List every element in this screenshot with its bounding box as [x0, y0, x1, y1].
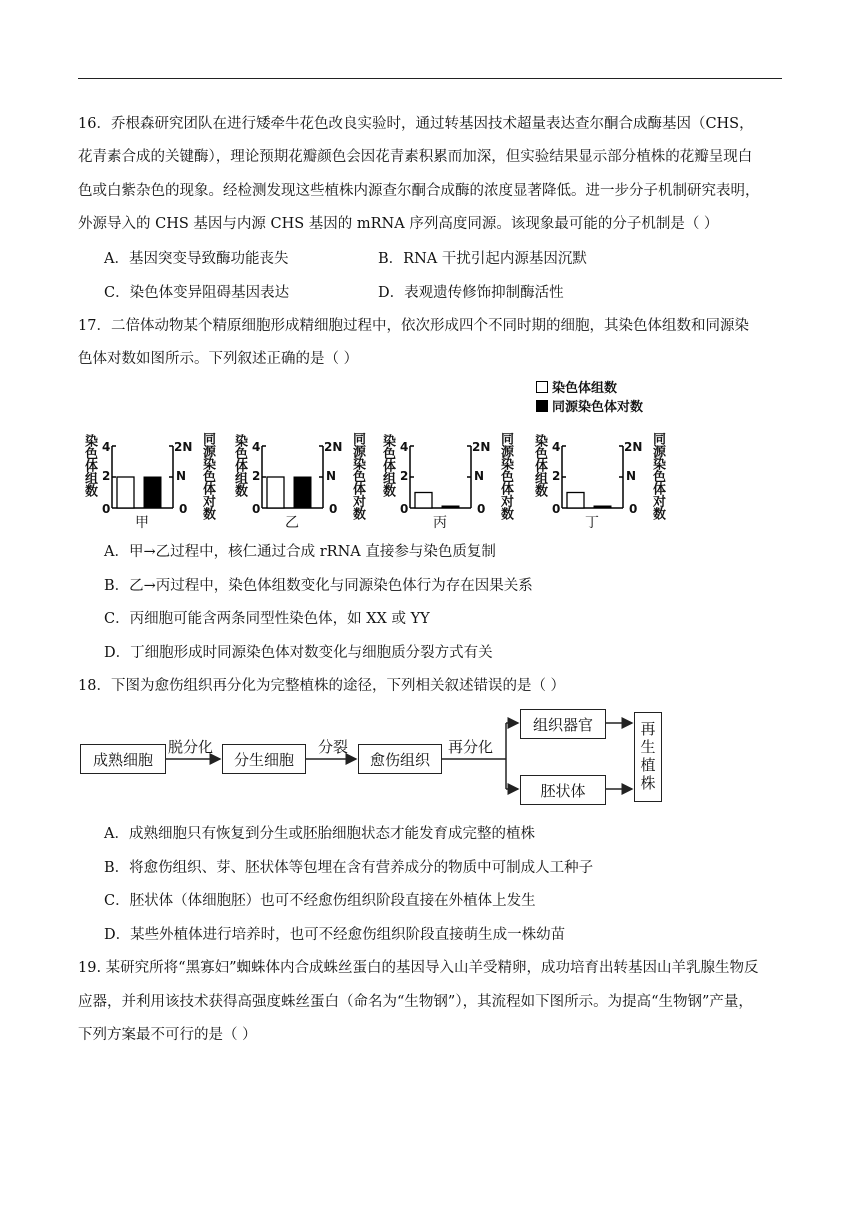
q17-line-1: 17．二倍体动物某个精原细胞形成精细胞过程中，依次形成四个不同时期的细胞，其染色体组数和同源染	[78, 318, 749, 334]
left-tick-label: 0	[552, 502, 561, 516]
category-label: 丁	[585, 515, 599, 531]
right-tick-label: 0	[477, 502, 486, 516]
left-tick-label: 4	[400, 440, 409, 454]
right-tick-label: 0	[179, 502, 188, 516]
left-axis-label: 染色体组数	[82, 434, 97, 497]
left-axis-label: 染色体组数	[380, 434, 395, 497]
q16-line-3: 色或白紫杂色的现象。经检测发现这些植株内源查尔酮合成酶的浓度显著降低。进一步分子机制研究表明，	[78, 183, 760, 199]
left-tick-label: 0	[400, 502, 409, 516]
right-tick-label: N	[626, 469, 637, 483]
q18-option-b[interactable]: B．将愈伤组织、芽、胚状体等包埋在含有营养成分的物质中可制成人工种子	[104, 860, 594, 876]
right-tick-label: 0	[629, 502, 638, 516]
q17-option-d[interactable]: D．丁细胞形成时同源染色体对数变化与细胞质分裂方式有关	[104, 645, 493, 661]
flow-label-division: 分裂	[318, 738, 349, 756]
q16-option-b[interactable]: B．RNA 干扰引起内源基因沉默	[378, 251, 587, 267]
right-tick-label: 2N	[324, 440, 343, 454]
right-axis-label: 同源染色体对数	[498, 432, 513, 520]
right-tick-label: N	[326, 469, 337, 483]
left-tick-label: 2	[552, 469, 561, 483]
left-tick-label: 4	[552, 440, 561, 454]
left-axis-label: 染色体组数	[532, 434, 547, 497]
left-tick-label: 2	[102, 469, 111, 483]
q16-option-a[interactable]: A．基因突变导致酶功能丧失	[104, 251, 289, 267]
right-axis-label: 同源染色体对数	[650, 432, 665, 520]
q16-line-4: 外源导入的 CHS 基因与内源 CHS 基因的 mRNA 序列高度同源。该现象最可能的分子机制是（ ）	[78, 216, 719, 232]
category-label: 甲	[135, 515, 149, 531]
legend-label-chrom-sets: 染色体组数	[552, 381, 618, 396]
q16-line-2: 花青素合成的关键酶），理论预期花瓣颜色会因花青素积累而加深，但实验结果显示部分植株的花瓣呈现白	[78, 149, 753, 165]
q18-option-d[interactable]: D．某些外植体进行培养时，也可不经愈伤组织阶段直接萌生成一株幼苗	[104, 927, 566, 943]
q16-option-d[interactable]: D．表观遗传修饰抑制酶活性	[378, 285, 564, 301]
category-label: 乙	[285, 515, 299, 531]
q19-line-2: 应器，并利用该技术获得高强度蛛丝蛋白（命名为“生物钢”），其流程如下图所示。为提高“生物钢”产量，	[78, 994, 753, 1010]
q18-line-1: 18．下图为愈伤组织再分化为完整植株的途径，下列相关叙述错误的是（ ）	[78, 678, 566, 694]
flow-label-redifferentiation: 再分化	[448, 738, 494, 756]
flow-meristem-cell: 分生细胞	[222, 744, 306, 774]
right-tick-label: N	[474, 469, 485, 483]
right-tick-label: 2N	[472, 440, 491, 454]
right-tick-label: 2N	[624, 440, 643, 454]
right-tick-label: 2N	[174, 440, 193, 454]
flow-label-dedifferentiation: 脱分化	[168, 738, 214, 756]
left-tick-label: 0	[252, 502, 261, 516]
left-tick-label: 2	[400, 469, 409, 483]
left-axis-label: 染色体组数	[232, 434, 247, 497]
q19-line-3: 下列方案最不可行的是（ ）	[78, 1027, 257, 1043]
q16-option-c[interactable]: C．染色体变异阻碍基因表达	[104, 285, 290, 301]
flow-regenerated-plant: 再生植株	[634, 712, 662, 802]
flow-tissue-organ: 组织器官	[520, 709, 606, 739]
flow-mature-cell: 成熟细胞	[80, 744, 166, 774]
left-tick-label: 2	[252, 469, 261, 483]
right-tick-label: N	[176, 469, 187, 483]
right-tick-label: 0	[329, 502, 338, 516]
left-tick-label: 4	[252, 440, 261, 454]
q18-option-a[interactable]: A．成熟细胞只有恢复到分生或胚胎细胞状态才能发育成完整的植株	[104, 826, 535, 842]
q17-option-b[interactable]: B．乙→丙过程中，染色体组数变化与同源染色体行为存在因果关系	[104, 578, 533, 594]
q17-option-a[interactable]: A．甲→乙过程中，核仁通过合成 rRNA 直接参与染色质复制	[104, 544, 496, 560]
q17-option-c[interactable]: C．丙细胞可能含两条同型性染色体，如 XX 或 YY	[104, 611, 430, 627]
q17-line-2: 色体对数如图所示。下列叙述正确的是（ ）	[78, 351, 359, 367]
right-axis-label: 同源染色体对数	[350, 432, 365, 520]
flow-embryoid: 胚状体	[520, 775, 606, 805]
left-tick-label: 0	[102, 502, 111, 516]
q18-option-c[interactable]: C．胚状体（体细胞胚）也可不经愈伤组织阶段直接在外植体上发生	[104, 893, 536, 909]
legend-label-homolog-pairs: 同源染色体对数	[552, 400, 644, 415]
left-tick-label: 4	[102, 440, 111, 454]
right-axis-label: 同源染色体对数	[200, 432, 215, 520]
flow-callus: 愈伤组织	[358, 744, 442, 774]
q16-line-1: 16．乔根森研究团队在进行矮牵牛花色改良实验时，通过转基因技术超量表达查尔酮合成酶基因（CHS，	[78, 116, 754, 132]
category-label: 丙	[433, 515, 447, 531]
q19-line-1: 19. 某研究所将“黑寡妇”蜘蛛体内合成蛛丝蛋白的基因导入山羊受精卵，成功培育出转基因山羊乳腺生物反	[78, 960, 759, 976]
